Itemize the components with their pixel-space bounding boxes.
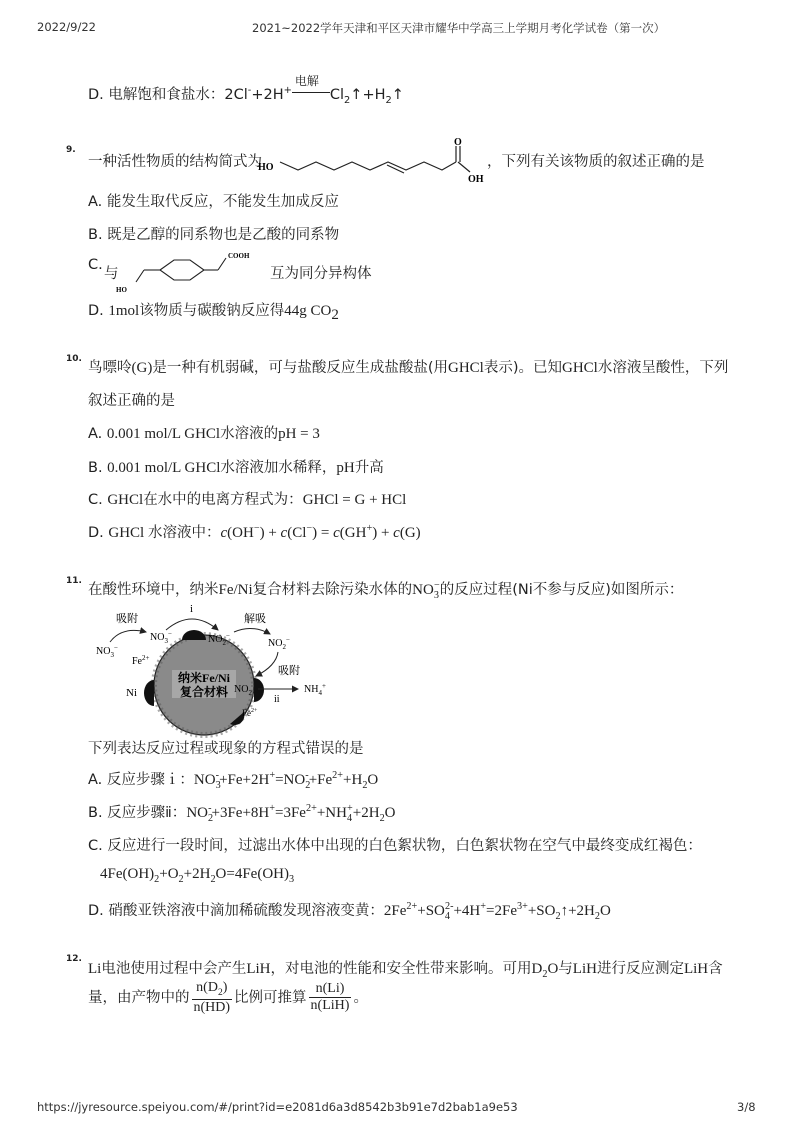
q11-stem: 在酸性环境中，纳米Fe/Ni复合材料去除污染水体的$NO_3^-$的反应过程(Ni不参与反应)如图所示： [88,580,684,601]
label-step-ii: ii [274,694,280,705]
footer-page: 3/8 [737,1100,756,1114]
electrolysis-arrow: 电解 [292,86,330,100]
svg-text:NO3−: $NO_3^-$ [150,630,172,645]
header-date: 2022/9/22 [37,20,96,34]
svg-text:NO2−: $NO_2^-$ [268,636,290,651]
svg-text:NH4+: $NH_4^+$ [304,682,326,697]
q9-structure [258,138,488,186]
q9-struct-o: O [454,137,462,148]
svg-text:NO2−: $NO_2^-$ [208,632,230,647]
fraction-li-lih: $\frac{n(Li)}{\text{n(LiH)}}$ [310,981,350,1014]
q10-option-d: D. GHCl 水溶液中：c(OH−) + c(Cl−) = c(GH+) + c(G) [88,523,421,541]
ni-bump-left [144,680,154,706]
ni-bump-top [182,630,206,640]
q9-option-c-label: C. [88,257,103,273]
svg-text:NO2: $NO_2$ [234,684,252,697]
q9-c-ho: HO [116,286,127,294]
q11-option-a: A. 反应步骤ｉ：$NO_3^-+Fe+2H^+=NO_2^-+Fe^{2+}+H_2O$ [88,770,379,791]
fraction-d2-hd: $\frac{n(D_2)}{n(HD)}$ [193,980,231,1015]
q11-number: 11. [66,576,82,586]
q9-option-b: B. 既是乙醇的同系物也是乙酸的同系物 [88,227,340,243]
q9-struct-oh: OH [468,174,484,185]
q10-number: 10. [66,354,82,364]
label-ni: Ni [126,687,137,699]
q9-option-c-with: 与 [104,266,119,282]
q12-stem-line1: Li电池使用过程中会产生LiH，对电池的性能和安全性带来影响。可用$D_2O$与LiH进行反应测定LiH含 [88,961,723,980]
label-adsorb-2: 吸附 [278,665,300,677]
svg-text:Fe2+: $Fe^{2+}$ [132,654,150,667]
q11-reaction-diagram [92,600,342,735]
q9-stem-a: 一种活性物质的结构简式为 [88,154,262,170]
q9-option-a: A. 能发生取代反应，不能发生加成反应 [88,194,339,210]
ni-bump-right [254,678,264,702]
footer-url[interactable]: https://jyresource.speiyou.com/#/print?id=e2081d6a3d8542b3b91e7d2bab1a9e53 [37,1100,518,1114]
svg-text:Fe2+: $Fe^{2+}$ [242,708,258,718]
q9-struct-ho: HO [258,162,274,173]
q9-stem-b: ，下列有关该物质的叙述正确的是 [487,154,705,170]
q9-option-d: D. 1mol该物质与碳酸钠反应得44g $CO_2$ [88,303,339,323]
q10-option-b: B. 0.001 mol/L GHCl水溶液加水稀释，pH升高 [88,460,384,476]
q11-option-b: B. 反应步骤ⅱ：$NO_2^-+3Fe+8H^+=3Fe^{2+}+NH_4^++2H_2O$ [88,803,396,824]
q12-number: 12. [66,954,82,964]
q9-number: 9. [66,145,76,155]
q11-option-d: D. 硝酸亚铁溶液中滴加稀硫酸发现溶液变黄：$2Fe^{2+}+SO_4^{2-}+4H^+=2Fe^{3+}+SO_2↑+2H_2O$ [88,901,611,922]
label-step-i: i [190,603,194,615]
q8-option-d: D. 电解饱和食盐水：2Cl-+2H+ 电解 $Cl_2↑+H_2↑$ [88,74,404,106]
q10-option-c: C. GHCl在水中的电离方程式为：GHCl = G + HCl [88,492,407,508]
q11-option-c: C. 反应进行一段时间，过滤出水体中出现的白色絮状物，白色絮状物在空气中最终变成红褐色： [88,838,702,854]
q11-option-c-equation: $4Fe(OH)_2+O_2+2H_2O=4Fe(OH)_3$ [100,866,295,885]
q10-stem-line2: 叙述正确的是 [88,393,175,409]
core-label-1: 纳米Fe/Ni [178,671,230,685]
q10-option-a: A. 0.001 mol/L GHCl水溶液的pH = 3 [88,426,320,442]
q10-stem-line1: 鸟嘌呤(G)是一种有机弱碱，可与盐酸反应生成盐酸盐(用GHCl表示)。已知GHCl水溶液呈酸性，下列 [88,360,729,376]
q11-prompt: 下列表达反应过程或现象的方程式错误的是 [88,741,364,757]
label-adsorb-1: 吸附 [116,613,138,625]
q9-c-cooh: COOH [228,252,250,260]
svg-text:NO3−: $NO_3^-$ [96,644,118,659]
q9-option-c-structure [118,248,268,294]
q12-stem-line2: 量，由产物中的 $\frac{n(D_2)}{n(HD)}$ 比例可推算 $\frac{n(Li)}{\text{n(LiH)}}$ 。 [88,980,368,1015]
label-desorb: 解吸 [244,613,266,625]
core-label-2: 复合材料 [179,685,229,699]
q9-option-c-tail: 互为同分异构体 [270,266,372,282]
header-title: 2021~2022学年天津和平区天津市耀华中学高三上学期月考化学试卷（第一次） [252,21,666,35]
